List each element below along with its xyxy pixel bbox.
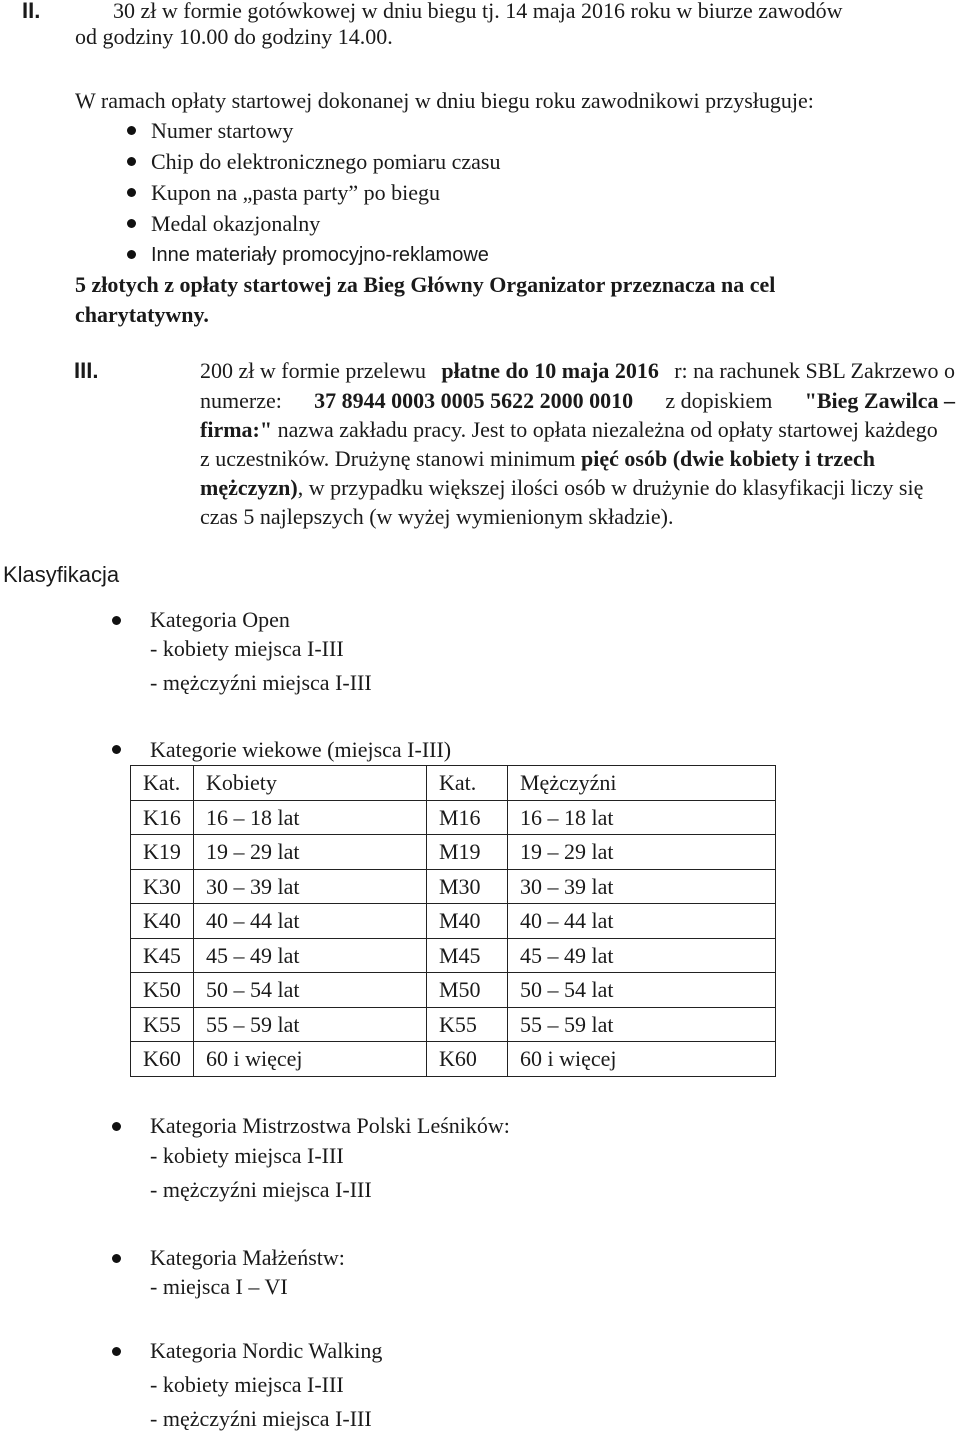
package-item: Inne materiały promocyjno-reklamowe <box>151 244 489 266</box>
table-cell: M19 <box>427 835 508 870</box>
table-cell: K60 <box>427 1042 508 1077</box>
table-cell: 19 – 29 lat <box>194 835 427 870</box>
table-cell: 55 – 59 lat <box>508 1007 776 1042</box>
table-header-row <box>131 766 776 801</box>
category-line: - kobiety miejsca I-III <box>150 1143 344 1168</box>
bullet-icon <box>112 1122 121 1131</box>
table-cell: 60 i więcej <box>194 1042 427 1077</box>
table-row <box>131 904 776 939</box>
table-cell: M45 <box>427 938 508 973</box>
table-cell: 60 i więcej <box>508 1042 776 1077</box>
text-segment: , w przypadku większej ilości osób w drużynie do klasyfikacji liczy się <box>297 475 924 500</box>
table-cell: 45 – 49 lat <box>194 938 427 973</box>
bullet-icon <box>127 250 136 259</box>
bullet-icon <box>127 188 136 197</box>
bullet-icon <box>127 219 136 228</box>
section-number-ii: II. <box>22 0 41 23</box>
table-row <box>131 800 776 835</box>
text-segment: 200 zł w formie przelewu <box>200 358 432 383</box>
text-segment: numerze: <box>200 388 288 413</box>
table-cell: 40 – 44 lat <box>508 904 776 939</box>
category-line: - mężczyźni miejsca I-III <box>150 670 372 695</box>
table-cell: 50 – 54 lat <box>194 973 427 1008</box>
package-intro: W ramach opłaty startowej dokonanej w dniu biegu roku zawodnikowi przysługuje: <box>75 88 814 113</box>
transfer-line-6: czas 5 najlepszych (w wyżej wymienionym składzie). <box>200 504 674 529</box>
category-line: - kobiety miejsca I-III <box>150 636 344 661</box>
table-cell: 45 – 49 lat <box>508 938 776 973</box>
table-cell: 55 – 59 lat <box>194 1007 427 1042</box>
transfer-line-1 <box>200 356 955 386</box>
payment-cash-line-2: od godziny 10.00 do godziny 14.00. <box>75 24 393 49</box>
table-cell: M50 <box>427 973 508 1008</box>
table-cell: M30 <box>427 869 508 904</box>
transfer-line-4 <box>200 444 875 474</box>
category-foresters-title: Kategoria Mistrzostwa Polski Leśników: <box>150 1113 510 1138</box>
category-line: - miejsca I – VI <box>150 1274 288 1299</box>
table-cell: K50 <box>131 973 194 1008</box>
text-segment: r: na rachunek SBL Zakrzewo o <box>668 358 955 383</box>
transfer-line-3 <box>200 415 955 445</box>
table-row <box>131 1007 776 1042</box>
team-requirement-text: pięć osób (dwie kobiety i trzech <box>581 446 875 471</box>
text-segment: z dopiskiem <box>659 388 778 413</box>
table-cell: K19 <box>131 835 194 870</box>
table-cell: K55 <box>427 1007 508 1042</box>
table-cell: K60 <box>131 1042 194 1077</box>
bullet-icon <box>112 1254 121 1263</box>
bullet-icon <box>112 1347 121 1356</box>
table-cell: K16 <box>131 800 194 835</box>
table-cell: K55 <box>131 1007 194 1042</box>
transfer-title-text: "Bieg Zawilca – <box>804 388 955 413</box>
bullet-icon <box>127 157 136 166</box>
table-row <box>131 835 776 870</box>
deadline-text: płatne do 10 maja 2016 <box>441 358 659 383</box>
text-segment: nazwa zakładu pracy. Jest to opłata niezależna od opłaty startowej każdego <box>272 417 938 442</box>
table-header-cell: Mężczyźni <box>508 766 776 801</box>
category-line: - mężczyźni miejsca I-III <box>150 1177 372 1202</box>
category-nordic-title: Kategoria Nordic Walking <box>150 1338 383 1363</box>
charity-note-line-2: charytatywny. <box>75 302 209 327</box>
category-marriage-title: Kategoria Małżeństw: <box>150 1245 345 1270</box>
table-cell: 40 – 44 lat <box>194 904 427 939</box>
category-open-title: Kategoria Open <box>150 607 290 632</box>
account-number: 37 8944 0003 0005 5622 2000 0010 <box>314 388 634 413</box>
package-item: Kupon na „pasta party” po biegu <box>151 180 440 205</box>
charity-note-line-1: 5 złotych z opłaty startowej za Bieg Główny Organizator przeznacza na cel <box>75 272 776 297</box>
table-cell: K40 <box>131 904 194 939</box>
table-cell: 16 – 18 lat <box>508 800 776 835</box>
package-item: Medal okazjonalny <box>151 211 321 236</box>
table-cell: M40 <box>427 904 508 939</box>
package-item: Chip do elektronicznego pomiaru czasu <box>151 149 501 174</box>
table-header-cell: Kobiety <box>194 766 427 801</box>
table-cell: K30 <box>131 869 194 904</box>
transfer-title-text: firma:" <box>200 417 273 442</box>
table-header-cell: Kat. <box>131 766 194 801</box>
table-cell: 16 – 18 lat <box>194 800 427 835</box>
table-row <box>131 869 776 904</box>
table-cell: K45 <box>131 938 194 973</box>
text-segment: z uczestników. Drużynę stanowi minimum <box>200 446 582 471</box>
table-header-cell: Kat. <box>427 766 508 801</box>
table-cell: 50 – 54 lat <box>508 973 776 1008</box>
package-item: Numer startowy <box>151 118 294 143</box>
team-requirement-text: mężczyzn) <box>200 475 298 500</box>
table-cell: M16 <box>427 800 508 835</box>
category-line: - mężczyźni miejsca I-III <box>150 1406 372 1431</box>
table-cell: 19 – 29 lat <box>508 835 776 870</box>
table-cell: 30 – 39 lat <box>194 869 427 904</box>
bullet-icon <box>112 616 121 625</box>
table-row <box>131 1042 776 1077</box>
table-cell: 30 – 39 lat <box>508 869 776 904</box>
table-row <box>131 973 776 1008</box>
classification-heading: Klasyfikacja <box>3 562 120 587</box>
transfer-line-2 <box>200 386 955 416</box>
category-line: - kobiety miejsca I-III <box>150 1372 344 1397</box>
section-number-iii: III. <box>74 358 99 383</box>
bullet-icon <box>112 745 121 754</box>
payment-cash-line-1: 30 zł w formie gotówkowej w dniu biegu tj. 14 maja 2016 roku w biurze zawodów <box>113 0 843 23</box>
age-category-table <box>130 765 776 1077</box>
bullet-icon <box>127 126 136 135</box>
table-row <box>131 938 776 973</box>
transfer-line-5 <box>200 473 923 503</box>
category-age-title: Kategorie wiekowe (miejsca I-III) <box>150 737 452 762</box>
